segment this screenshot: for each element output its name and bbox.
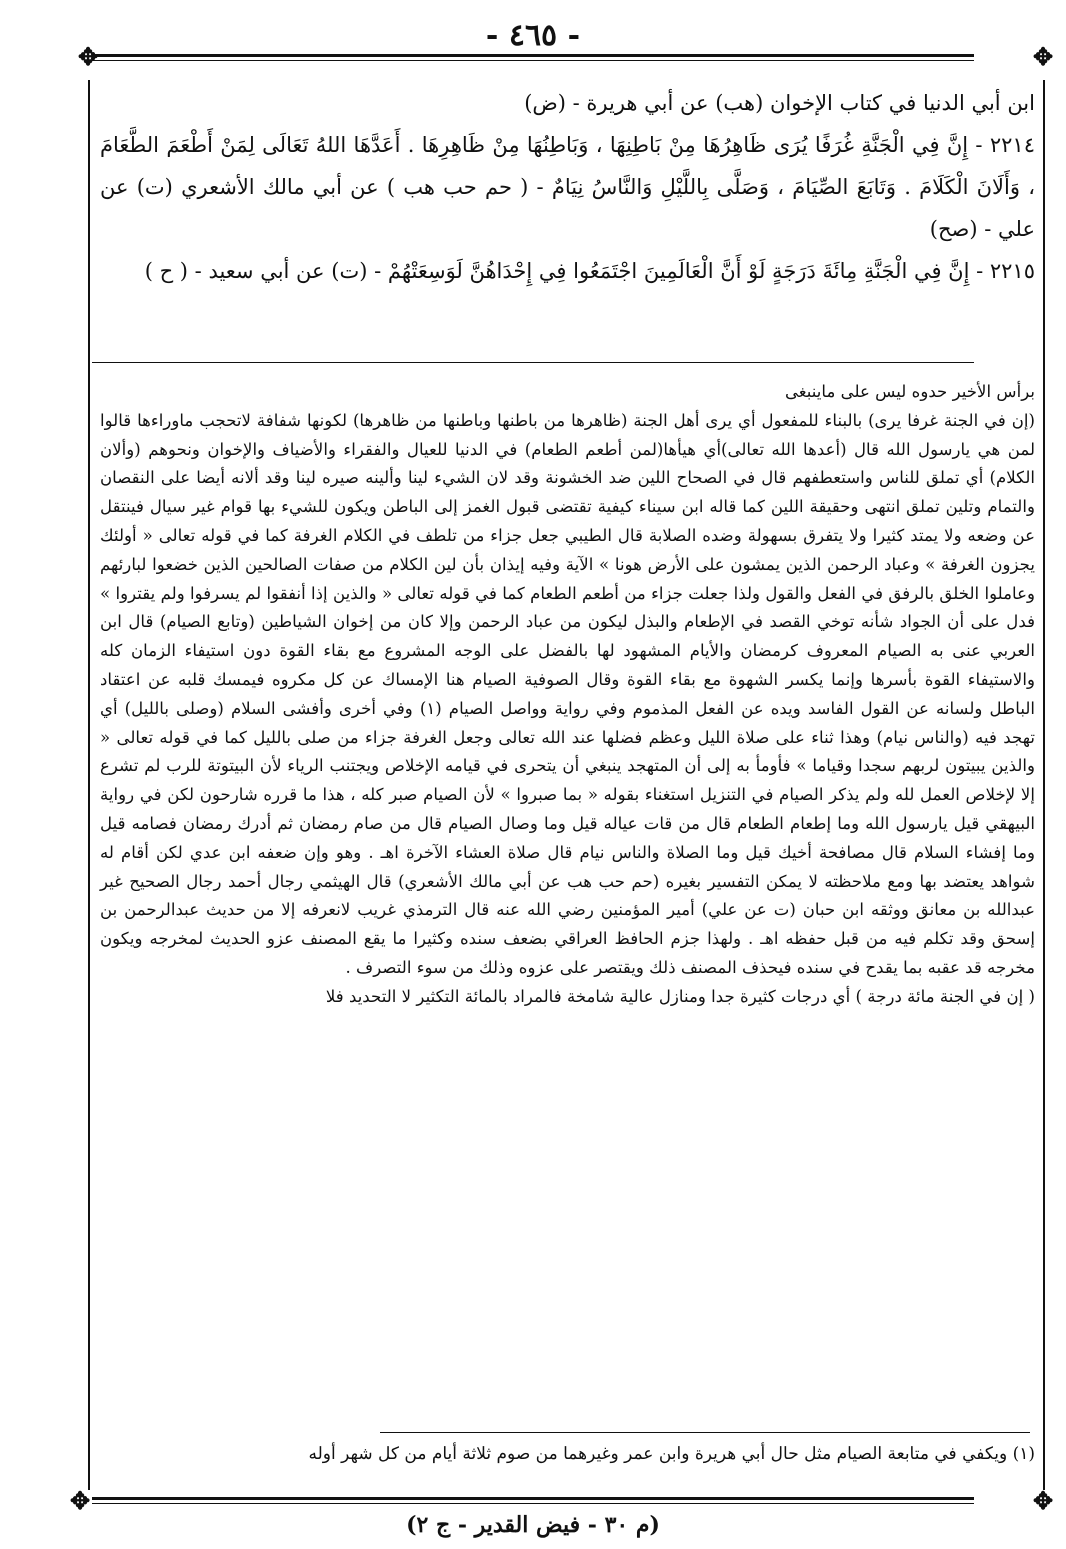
matn-separator	[92, 362, 974, 363]
hadith-2215: ٢٢١٥ - إِنَّ فِي الْجَنَّةِ مِائَةَ دَرَجَةٍ لَوْ أَنَّ الْعَالَمِينَ اجْتَمَعُوا فِي إِحْدَاهُنَّ لَوَسِعَتْهُمْ - (ت) عن أبي سعيد - ( ح )	[144, 259, 1035, 283]
commentary-paragraph: برأس الأخير حدوه ليس على ماينبغى	[784, 382, 1035, 401]
page-footer: (م ٣٠ - فيض القدير - ج ٢)	[406, 1512, 660, 1538]
frame-left-rule	[88, 80, 90, 1490]
page-number: - ٤٦٥ -	[485, 18, 581, 53]
frame-right-rule	[1043, 80, 1045, 1490]
frame-top-rule	[92, 54, 974, 57]
frame-bottom-rule-thin	[92, 1503, 974, 1504]
frame-bottom-rule	[92, 1497, 974, 1500]
corner-ornament-icon: ✥	[1032, 42, 1054, 71]
hadith-text	[100, 82, 1035, 292]
commentary-paragraph: (إن في الجنة غرفا يرى) بالبناء للمفعول أي يرى أهل الجنة (ظاهرها من باطنها وباطنها من ظاهرها) لكونها شفافة لاتحجب ماوراءها قالوا لمن هي يارسول الله قال (أعدها الله تعالى)أي هيأها(لمن أطعم الطعام) في الدنيا للعيال والفقراء والأضياف والإخوان ونحوهم (وألان الكلام) أي تملق للناس واستعطفهم قال في الصحاح اللين ضد الخشونة وقد لان الشيء لينا وألينه صيره لينا وقد ألانه أيضا على النقصان والتمام وتلين تملق انتهى وحقيقة اللين كما قاله ابن سيناء كيفية تقتضى قبول الغمز إلى الباطن ويكون للشيء بها قوام غير سيال فينتقل عن وضعه ولا يمتد كثيرا ولا يتفرق بسهولة وضده الصلابة قال الطيبي جعل جزاء من تلطف في الكلام الغرفة كما في قوله تعالى « أولئك يجزون الغرفة » وعباد الرحمن الذين يمشون على الأرض هونا » الآية وفيه إيذان بأن لين الكلام من صفات الصالحين الذين خضعوا لبارئهم وعاملوا الخلق بالرفق في الفعل والقول ولذا جعلت جزاء من أطعم الطعام كما في قوله تعالى « والذين إذا أنفقوا لم يسرفوا ولم يقتروا » فدل على أن الجواد شأنه توخي القصد في الإطعام والبذل ليكون من عباد الرحمن وإلا كان من إخوان الشياطين (وتابع الصيام) قال ابن العربي عنى به الصيام المعروف كرمضان والأيام المشهود لها بالفضل على الوجه المشروع مع بقاء القوة دون استيفاء الزمان كله والاستيفاء القوة بأسرها وإنما يكسر الشهوة مع بقاء القوة وقال الصوفية الصيام هنا الإمساك عن كل مكروه فيمسك قلبه عن اعتقاد الباطل ولسانه عن القول الفاسد ويده عن الفعل المذموم وفي رواية وواصل الصيام (١) وفي أخرى وأفشى السلام (وصلى بالليل) أي تهجد فيه (والناس نيام) وهذا ثناء على صلاة الليل وعظم فضلها عند الله تعالى وجعل الغرفة جزاء من صلى بالليل كما في قوله تعالى « والذين يبيتون لربهم سجدا وقياما » فأومأ به إلى أن المتهجد ينبغي أن يتحرى في قيامه الإخلاص ويجتنب الرياء لأن البيتوتة للرب لم تشرع إلا لإخلاص العمل لله ولم يذكر الصيام في التنزيل استغناء بقوله « بما صبروا » لأن الصيام صبر كله ، هذا ما قرره شارحون لكن في رواية البيهقي قيل يارسول الله وما إطعام الطعام قال من قات عياله قيل وما وصال الصيام قال من صام رمضان ثم أدرك رمضان فصامه قيل وما إفشاء السلام قال مصافحة أخيك قيل وما الصلاة والناس نيام قال صلاة العشاء الآخرة اهـ . وهو وإن ضعفه ابن عدي لكن أقام له شواهد يعتضد بها ومع ملاحظته لا يمكن التفسير بغيره (حم حب هب عن أبي مالك الأشعري) قال الهيثمي رجال أحمد رجال الصحيح غير عبدالله بن معانق ووثقه ابن حبان (ت عن علي) أمير المؤمنين رضي الله عنه قال الترمذي غريب لانعرفه إلا من حديث عبدالرحمن بن إسحق وقد تكلم فيه من قبل حفظه اهـ . ولهذا جزم الحافظ العراقي بضعف سنده وكثيرا ما يقع المصنف عزو الحديث لمخرجه ويكون مخرجه قد عقبه بما يقدح في سنده فيحذف المصنف ذلك ويقتصر على عزوه وذلك من سوء التصرف .	[100, 410, 1035, 977]
footnote: (١) ويكفي في متابعة الصيام مثل حال أبي هريرة وابن عمر وغيرهما من صوم ثلاثة أيام من كل شهر أوله	[308, 1444, 1035, 1464]
footnote-separator	[380, 1432, 1030, 1433]
commentary-paragraph: ( إن في الجنة مائة درجة ) أي درجات كثيرة جدا ومنازل عالية شامخة فالمراد بالمائة التكثير لا التحديد فلا	[325, 986, 1035, 1006]
corner-ornament-icon: ✥	[77, 42, 99, 71]
matn-line: ابن أبي الدنيا في كتاب الإخوان (هب) عن أبي هريرة - (ض)	[524, 91, 1035, 115]
hadith-2214: ٢٢١٤ - إِنَّ فِي الْجَنَّةِ غُرَفًا يُرَى ظَاهِرُهَا مِنْ بَاطِنِهَا ، وَبَاطِنُهَا مِنْ ظَاهِرِهَا . أَعَدَّهَا اللهُ تَعَالَى لِمَنْ أَطْعَمَ الطَّعَامَ ، وَأَلَانَ الْكَلَامَ . وَتَابَعَ الصِّيَامَ ، وَصَلَّى بِاللَّيْلِ وَالنَّاسُ نِيَامٌ - ( حم حب هب ) عن أبي مالك الأشعري (ت) عن علي - (صح)	[100, 133, 1035, 241]
frame-top-rule-thin	[92, 60, 974, 61]
corner-ornament-icon: ✥	[69, 1486, 91, 1515]
commentary-text	[100, 378, 1035, 1012]
corner-ornament-icon: ✥	[1032, 1486, 1054, 1515]
